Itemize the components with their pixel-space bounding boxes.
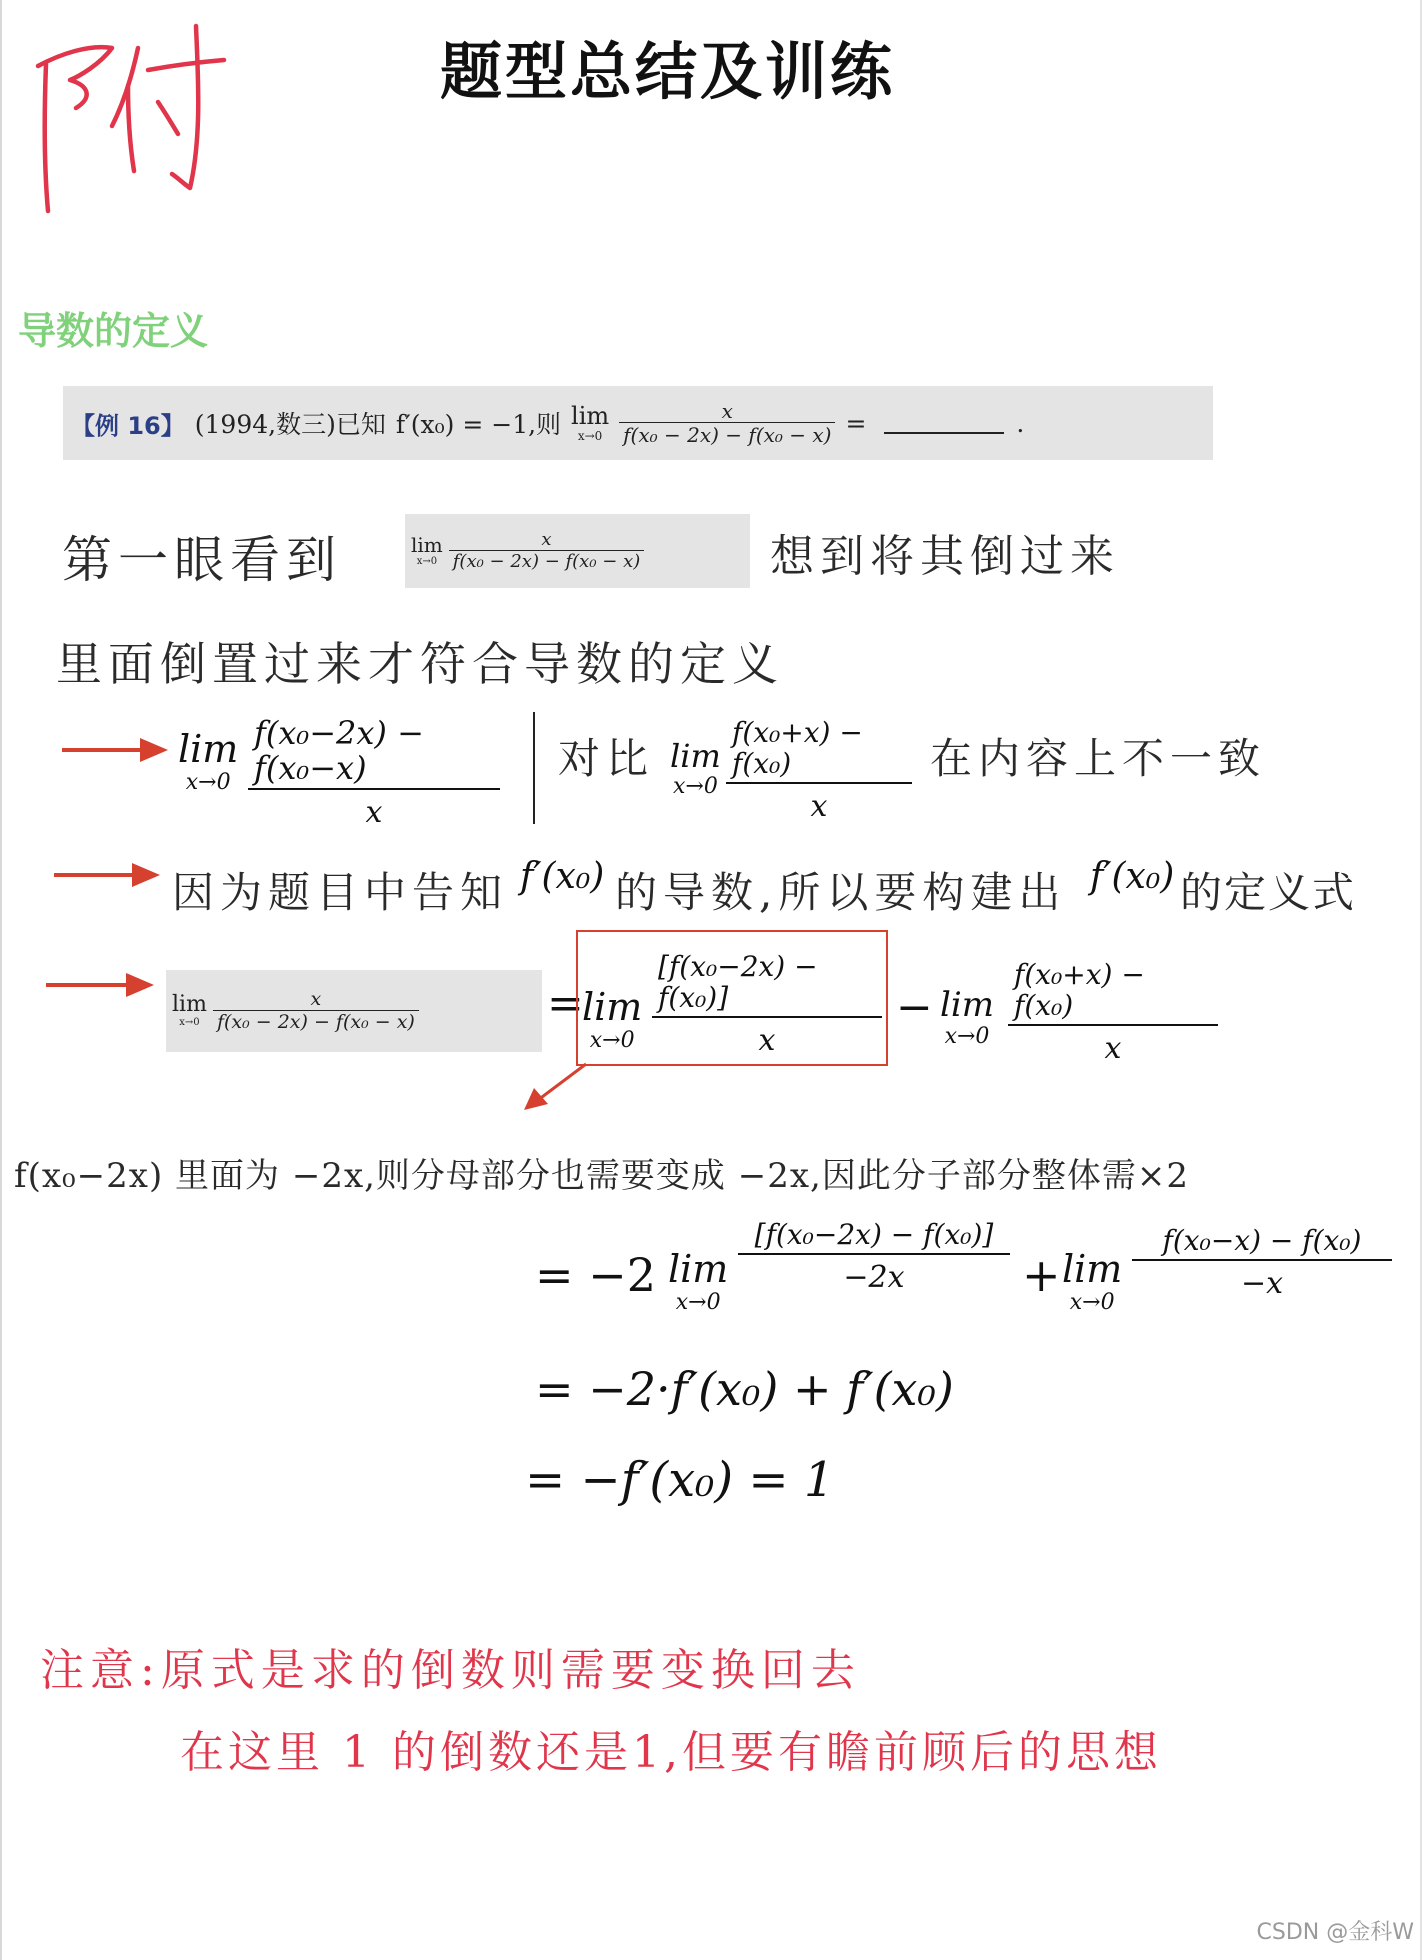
step3-limit-2 [940, 985, 994, 1049]
step6-expression: = −f′(x₀) = 1 [525, 1452, 835, 1508]
step3-fraction-1 [652, 952, 882, 1057]
right-arrow [44, 970, 156, 1000]
limit-clip-1 [405, 514, 750, 588]
lim-subscript: x→0 [944, 1024, 990, 1049]
fraction-denominator: x [248, 788, 500, 829]
step3-limit-1 [582, 985, 643, 1053]
lim-word: lim [178, 727, 239, 771]
example-limit [571, 404, 609, 442]
compare-label: 对比 [558, 734, 655, 783]
note-red-1: 注意:原式是求的倒数则需要变换回去 [40, 1645, 861, 1696]
fraction-numerator: f(x₀+x) − f(x₀) [732, 716, 863, 780]
limit-clip-lim [411, 535, 443, 567]
right-arrow [52, 860, 162, 890]
lim-word: lim [571, 402, 610, 430]
page-title: 题型总结及训练 [440, 35, 896, 108]
limit-clip-fraction [449, 528, 644, 572]
fraction-numerator: [f(x₀−2x) − f(x₀)] [658, 950, 818, 1014]
fraction-denominator: x [726, 782, 912, 823]
compare-fraction [726, 718, 912, 823]
note-red-2: 在这里 1 的倒数还是1,但要有瞻前顾后的思想 [180, 1727, 1162, 1778]
explanation-line: f(x₀−2x) 里面为 −2x,则分母部分也需要变成 −2x,因此分子部分整体需×2 [14, 1156, 1189, 1196]
example-given: f′(x₀) = −1,则 [395, 410, 562, 439]
fraction-numerator: x [310, 987, 322, 1010]
step4-limit-1 [668, 1247, 729, 1315]
down-left-arrow [520, 1060, 590, 1112]
note-definition-match: 里面倒置过来才符合导数的定义 [56, 637, 784, 691]
step4-fraction-1 [738, 1220, 1010, 1294]
lim-word: lim [1062, 1247, 1123, 1291]
lim-subscript: x→0 [589, 1028, 635, 1053]
example-equals: = [845, 408, 867, 438]
step2-text-c: 的定义式 [1180, 868, 1357, 917]
limit-clip-2 [166, 970, 542, 1052]
lim-subscript: x→0 [1069, 1290, 1115, 1315]
right-arrow [60, 735, 170, 765]
fraction-numerator: f(x₀−2x) − f(x₀−x) [254, 714, 424, 788]
fraction-denominator: f(x₀ − 2x) − f(x₀ − x) [619, 422, 835, 446]
fraction-numerator: x [721, 398, 733, 423]
fraction-denominator: x [652, 1016, 882, 1057]
fraction-denominator: −x [1132, 1259, 1392, 1300]
lim-subscript: x→0 [577, 429, 603, 443]
example-problem-scan [63, 386, 1213, 460]
lim-subscript: x→0 [416, 556, 438, 567]
step5-expression: = −2·f′(x₀) + f′(x₀) [535, 1362, 954, 1416]
step2-fprime-2: f′(x₀) [1090, 856, 1175, 897]
lim-word: lim [411, 533, 443, 557]
step2-fprime-1: f′(x₀) [520, 856, 605, 897]
note-invert-idea: 想到将其倒过来 [770, 531, 1120, 582]
step4-limit-2 [1062, 1247, 1123, 1315]
step4-fraction-2 [1132, 1226, 1392, 1300]
note-first-glance: 第一眼看到 [62, 531, 342, 589]
compare-limit [670, 737, 721, 799]
divider-line [533, 712, 535, 824]
fraction-denominator: x [1008, 1024, 1218, 1065]
step2-text-b: 的导数,所以要构建出 [615, 868, 1067, 917]
example-source: (1994,数三)已知 [194, 410, 386, 439]
limit-clip-lim [172, 994, 207, 1028]
fraction-denominator: f(x₀ − 2x) − f(x₀ − x) [449, 550, 644, 572]
fraction-numerator: [f(x₀−2x) − f(x₀)] [754, 1218, 994, 1251]
answer-blank [884, 412, 1004, 434]
step1-fraction [248, 716, 500, 829]
example-end-dot: . [1016, 408, 1025, 438]
step2-text-a: 因为题目中告知 [172, 868, 509, 917]
lim-subscript: x→0 [672, 774, 718, 799]
limit-clip-fraction [213, 987, 419, 1033]
lim-word: lim [940, 985, 994, 1025]
example-fraction [619, 398, 835, 447]
lim-word: lim [668, 1247, 729, 1291]
step1-limit [178, 727, 239, 795]
fraction-numerator: f(x₀+x) − f(x₀) [1014, 958, 1145, 1022]
section-title: 导数的定义 [18, 309, 209, 353]
step3-fraction-2 [1008, 960, 1218, 1065]
lim-subscript: x→0 [179, 1017, 200, 1028]
fraction-numerator: x [541, 528, 552, 550]
example-tag: 【例 16】 [71, 411, 185, 440]
step3-equals: = [547, 978, 584, 1029]
step4-coefficient: = −2 [535, 1248, 656, 1302]
step4-plus: + [1022, 1248, 1061, 1302]
handwritten-fu-character [20, 6, 230, 221]
page-border-left [0, 0, 2, 1960]
watermark: CSDN @金科W [1256, 1920, 1414, 1945]
lim-subscript: x→0 [675, 1290, 721, 1315]
fraction-numerator: f(x₀−x) − f(x₀) [1162, 1224, 1362, 1257]
lim-word: lim [670, 737, 721, 775]
lim-word: lim [172, 992, 207, 1017]
step3-minus: − [896, 982, 933, 1033]
compare-tail: 在内容上不一致 [930, 734, 1267, 783]
fraction-denominator: f(x₀ − 2x) − f(x₀ − x) [213, 1010, 419, 1033]
lim-word: lim [582, 985, 643, 1029]
fraction-denominator: −2x [738, 1253, 1010, 1294]
lim-subscript: x→0 [185, 770, 231, 795]
